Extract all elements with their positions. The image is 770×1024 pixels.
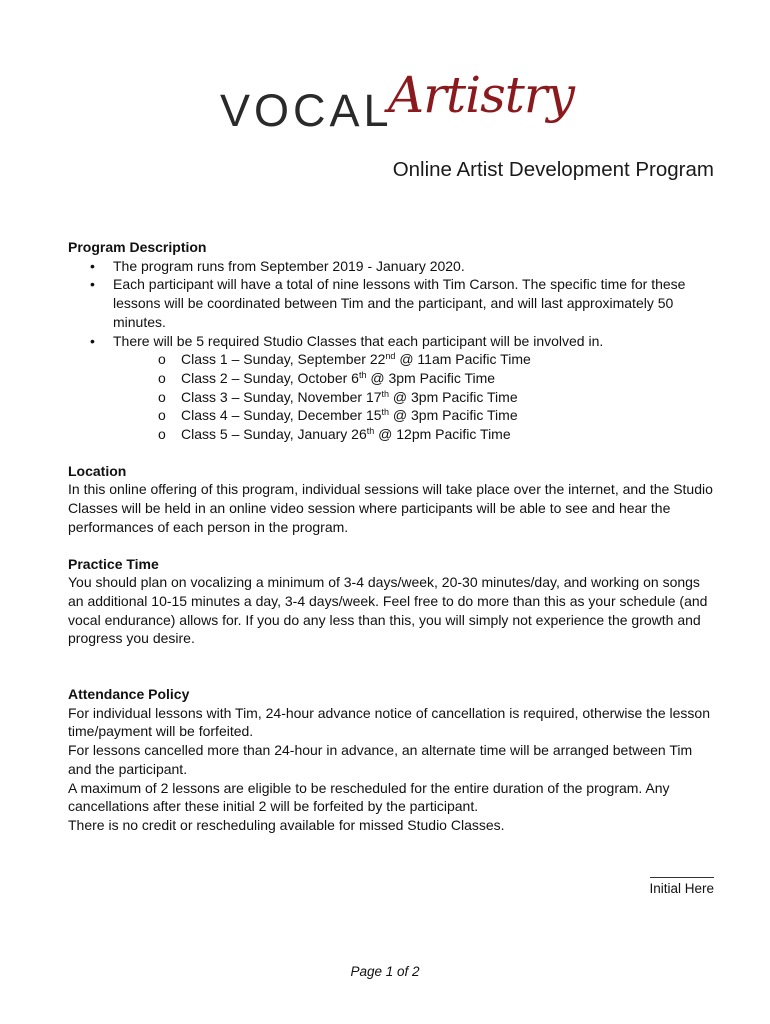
attendance-line: There is no credit or rescheduling available for missed Studio Classes. (68, 816, 505, 833)
practice-time-text: You should plan on vocalizing a minimum of 3-4 days/week, 20-30 minutes/day, and working on songs an additional 10-15 minutes a day, 3-4 days/week. Feel free to do more than this as your schedule (and vocal endurance) allows for. If you do any less than this, you will simply not experience the growth and progress you desire. (68, 574, 708, 647)
class-item: o Class 4 – Sunday, December 15th @ 3pm Pacific Time (68, 406, 718, 425)
attendance-line: For individual lessons with Tim, 24-hour advance notice of cancellation is required, otherwise the lesson time/payment will be forfeited. (68, 704, 711, 740)
initial-signature-block (649, 866, 714, 896)
attendance-line: A maximum of 2 lessons are eligible to be rescheduled for the entire duration of the program. Any cancellations after these initial 2 will be forfeited by the participant. (68, 779, 670, 815)
program-bullet: • The program runs from September 2019 - January 2020. (68, 257, 718, 276)
attendance-line: For lessons cancelled more than 24-hour in advance, an alternate time will be arranged between Tim and the participant. (68, 742, 693, 777)
attendance-policy-heading: Attendance Policy (68, 686, 190, 703)
program-bullet (68, 332, 718, 444)
program-description-section (68, 238, 718, 444)
class-item: o Class 3 – Sunday, November 17th @ 3pm Pacific Time (68, 388, 718, 407)
program-bullet: • Each participant will have a total of nine lessons with Tim Carson. The specific time for these lessons will be coordinated between Tim and the participant, and will last approximately 50 minutes. (68, 275, 718, 331)
class-item: o Class 1 – Sunday, September 22nd @ 11am Pacific Time (68, 350, 718, 369)
document-subtitle: Online Artist Development Program (392, 158, 714, 181)
program-bullet-list (68, 257, 718, 444)
class-item: o Class 2 – Sunday, October 6th @ 3pm Pacific Time (68, 369, 718, 388)
practice-time-section (68, 555, 718, 649)
page-number: Page 1 of 2 (350, 964, 420, 979)
class-schedule-list (68, 350, 718, 444)
document-body (68, 238, 718, 835)
practice-time-heading: Practice Time (68, 555, 159, 572)
class-item: o Class 5 – Sunday, January 26th @ 12pm Pacific Time (68, 425, 718, 444)
initial-signature-line[interactable] (650, 867, 714, 878)
vocal-artistry-logo (220, 66, 580, 160)
logo-vocal-text: VOCAL (220, 85, 393, 136)
program-bullet-text: There will be 5 required Studio Classes that each participant will be involved in. (113, 332, 604, 349)
program-description-heading: Program Description (68, 239, 207, 255)
attendance-policy-section (68, 685, 718, 835)
location-heading: Location (68, 462, 127, 479)
location-text: In this online offering of this program, individual sessions will take place over the internet, and the Studio Classes will be held in an online video session where participants will be able to see and hear the performances of each person in the program. (68, 481, 713, 535)
logo-artistry-script: Artistry (388, 66, 574, 124)
location-section (68, 462, 718, 537)
initial-here-label: Initial Here (649, 881, 714, 896)
